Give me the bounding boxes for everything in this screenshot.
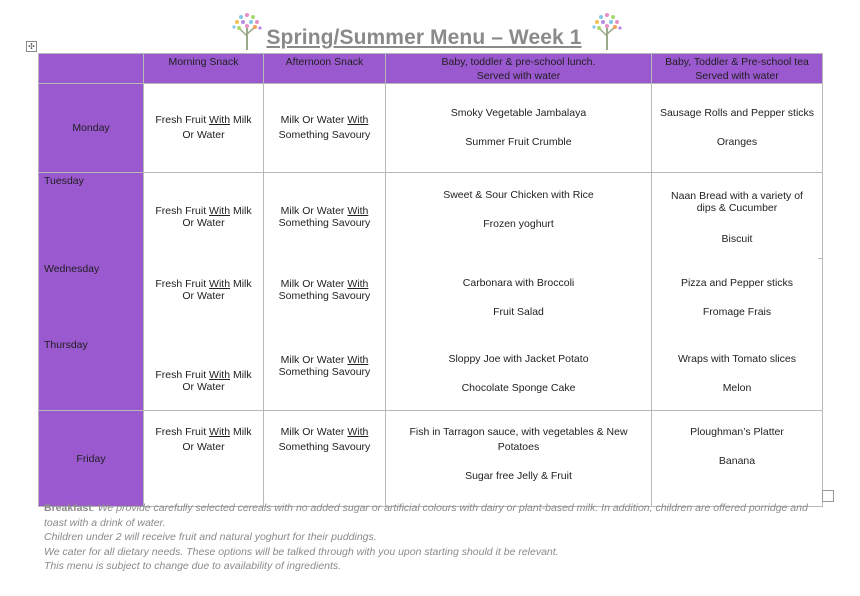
tea-wednesday-main: Pizza and Pepper sticks bbox=[680, 277, 794, 289]
table-row bbox=[39, 411, 823, 507]
footer-notes bbox=[44, 501, 814, 574]
table-row bbox=[39, 173, 823, 411]
day-label-friday: Friday bbox=[39, 411, 144, 507]
footer-line: We cater for all dietary needs. These options will be talked through with you upon starting should it be relevant. bbox=[44, 545, 559, 558]
tea-tuesday-main: Naan Bread with a variety of dips & Cucumber bbox=[671, 190, 803, 214]
title-row bbox=[0, 8, 860, 52]
morning-snack-wednesday: Fresh Fruit With Milk Or Water bbox=[155, 278, 252, 302]
afternoon-snack-thursday: Milk Or Water With Something Savoury bbox=[278, 354, 371, 378]
lunch-thursday-main: Sloppy Joe with Jacket Potato bbox=[448, 353, 589, 365]
header-day-cell bbox=[39, 54, 144, 84]
lunch-tuesday-dessert: Frozen yoghurt bbox=[483, 218, 554, 230]
afternoon-snack-block bbox=[264, 173, 386, 411]
day-label-wednesday: Wednesday bbox=[44, 263, 100, 275]
tree-icon bbox=[230, 10, 264, 50]
morning-snack-block bbox=[144, 173, 264, 411]
tea-wednesday-dessert: Fromage Frais bbox=[702, 306, 772, 318]
header-afternoon-snack: Afternoon Snack bbox=[264, 54, 386, 84]
lunch-tuesday-main: Sweet & Sour Chicken with Rice bbox=[443, 189, 594, 201]
afternoon-snack-wednesday: Milk Or Water With Something Savoury bbox=[278, 278, 371, 302]
footer-line: This menu is subject to change due to availability of ingredients. bbox=[44, 560, 342, 572]
day-label-monday: Monday bbox=[39, 84, 144, 173]
tree-icon bbox=[590, 10, 624, 50]
lunch-block bbox=[386, 173, 652, 411]
breakfast-note: Breakfast: We provide carefully selected cereals with no added sugar or artificial colours with dairy or plant-based milk. In addition, children are offered porridge and toast with a drink of water. bbox=[44, 502, 808, 529]
lunch-thursday-dessert: Chocolate Sponge Cake bbox=[461, 382, 576, 394]
lunch-wednesday-dessert: Fruit Salad bbox=[493, 306, 544, 318]
day-column-block bbox=[39, 173, 144, 411]
morning-snack-cell: Fresh Fruit With Milk Or Water bbox=[144, 411, 264, 507]
page-title: Spring/Summer Menu – Week 1 bbox=[266, 26, 582, 49]
tea-thursday-main: Wraps with Tomato slices bbox=[677, 353, 797, 365]
header-tea: Baby, Toddler & Pre-school tea Served with water bbox=[652, 54, 823, 84]
afternoon-snack-cell: Milk Or Water With Something Savoury bbox=[264, 411, 386, 507]
lunch-cell: Fish in Tarragon sauce, with vegetables & New Potatoes Sugar free Jelly & Fruit bbox=[386, 411, 652, 507]
morning-snack-tuesday: Fresh Fruit With Milk Or Water bbox=[155, 205, 252, 229]
tea-block bbox=[652, 173, 823, 411]
table-resize-handle[interactable] bbox=[822, 490, 834, 502]
header-lunch: Baby, toddler & pre-school lunch. Served with water bbox=[386, 54, 652, 84]
afternoon-snack-tuesday: Milk Or Water With Something Savoury bbox=[278, 205, 371, 229]
menu-table bbox=[38, 53, 823, 507]
table-edge-marker bbox=[818, 258, 822, 259]
tea-thursday-dessert: Melon bbox=[722, 382, 752, 394]
lunch-cell: Smoky Vegetable Jambalaya Summer Fruit Crumble bbox=[386, 84, 652, 173]
table-row bbox=[39, 84, 823, 173]
header-morning-snack: Morning Snack bbox=[144, 54, 264, 84]
afternoon-snack-cell: Milk Or Water With Something Savoury bbox=[264, 84, 386, 173]
table-anchor-icon[interactable]: ✣ bbox=[26, 41, 37, 52]
tea-cell: Sausage Rolls and Pepper sticks Oranges bbox=[652, 84, 823, 173]
morning-snack-cell: Fresh Fruit With Milk Or Water bbox=[144, 84, 264, 173]
tea-cell: Ploughman’s Platter Banana bbox=[652, 411, 823, 507]
footer-line: Children under 2 will receive fruit and natural yoghurt for their puddings. bbox=[44, 531, 377, 543]
morning-snack-thursday: Fresh Fruit With Milk Or Water bbox=[155, 369, 252, 393]
day-label-tuesday: Tuesday bbox=[44, 175, 84, 187]
lunch-wednesday-main: Carbonara with Broccoli bbox=[462, 277, 575, 289]
header-row bbox=[39, 54, 823, 84]
tea-tuesday-dessert: Biscuit bbox=[721, 233, 753, 245]
day-label-thursday: Thursday bbox=[44, 339, 88, 351]
